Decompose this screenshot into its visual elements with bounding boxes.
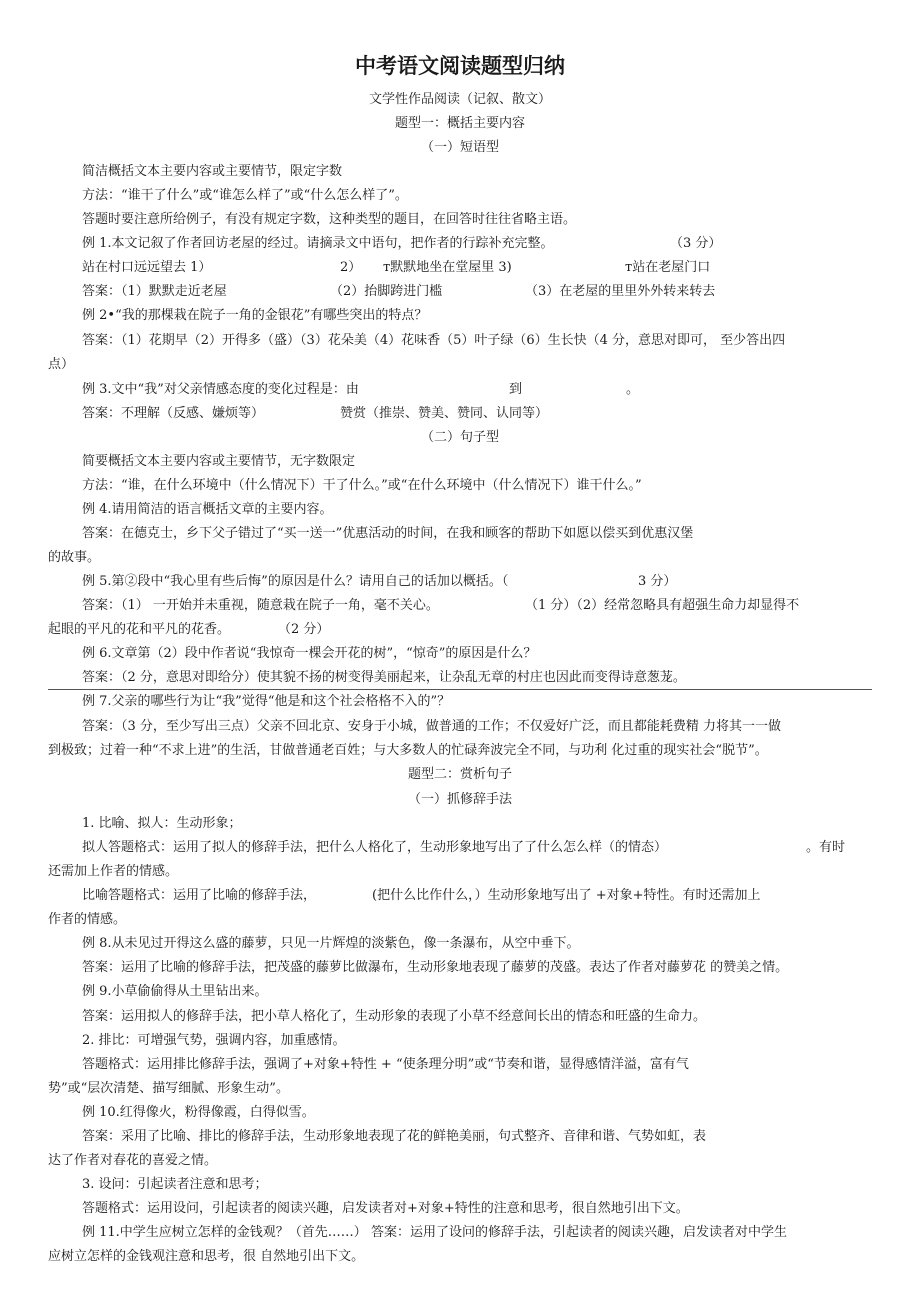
paragraph: 方法：“谁干了什么”或“谁怎么样了”或“什么怎么样了”。 [82,188,408,203]
answer: 到极致；过着一种“不求上进”的生活，甘做普通老百姓；与大多数人的忙碌奔波完全不同，与功利 化过重的现实社会“脱节”。 [48,743,768,758]
fill-blank: 2） [340,260,362,275]
example-question: 例 7.父亲的哪些行为让“我”觉得“他是和这个社会格格不入的”？ [82,694,451,709]
fill-blank: т默默地坐在堂屋里 3) [383,260,512,275]
answer: （2 分） [278,622,330,637]
answer: 答案：采用了比喻、排比的修辞手法，生动形象地表现了花的鲜艳美丽，句式整齐、音律和谐、气势如虹，表 [82,1129,707,1144]
paragraph: 答题格式：运用排比修辞手法，强调了+对象+特性 + “使条理分明”或“节奏和谐，显得感情洋溢，富有气 [82,1057,689,1072]
example-question: 例 5.第②段中“我心里有些后悔”的原因是什么？请用自己的话加以概括。（ [82,574,509,589]
answer: 起眼的平凡的花和平凡的花香。 [48,622,231,637]
example-question: 例 2•“我的那棵栽在院子一角的金银花”有哪些突出的特点？ [82,308,428,323]
answer: 答案：不理解（反感、嫌烦等） [82,406,265,421]
subsection-heading: （二）句子型 [420,430,499,445]
section-heading-type1: 题型一：概括主要内容 [394,116,525,131]
paragraph: 还需加上作者的情感。 [48,864,179,879]
example-question: 例 6.文章第（2）段中作者说“我惊奇一棵会开花的树”，“惊奇”的原因是什么？ [82,646,537,661]
paragraph: (把什么比作什么，）生动形象地写出了 +对象+特性。有时还需加上 [372,888,761,903]
paragraph: 方法：“谁，在什么环境中（什么情况下）干了什么。”或“在什么环境中（什么情况下）谁干什么。” [82,478,642,493]
score: 3 分） [638,574,677,589]
horizontal-divider [48,689,872,690]
answer: （2）抬脚跨进门槛 [330,284,443,299]
answer: 答案：（1）默默走近老屋 [82,284,227,299]
example-question: 例 4.请用简洁的语言概括文章的主要内容。 [82,502,333,517]
list-item: 2. 排比：可增强气势，强调内容，加重感情。 [82,1033,346,1048]
document-title: 中考语文阅读题型归纳 [355,54,565,78]
answer: 达了作者对春花的喜爱之情。 [48,1153,218,1168]
example-question: 例 1.本文记叙了作者回访老屋的经过。请摘录文中语句，把作者的行踪补充完整。 [82,236,554,251]
score: （3 分） [670,236,722,251]
subsection-heading: （一）抓修辞手法 [407,792,512,807]
example-question: 到 [509,382,523,397]
fill-blank: 站在村口远远望去 1） [82,260,212,275]
answer: 答案：在德克士，乡下父子错过了“买一送一”优惠活动的时间，在我和顾客的帮助下如愿以偿买到优惠汉堡 [82,526,694,541]
answer: 答案：（1）花期早（2）开得多（盛）（3）花朵美（4）花味香（5）叶子绿（6）生长快（4 分，意思对即可， 至少答出四 [82,333,786,348]
paragraph: 比喻答题格式：运用了比喻的修辞手法， [82,888,317,903]
example-question: 。 [626,382,640,397]
example-question: 例 10.红得像火，粉得像霞，白得似雪。 [82,1105,315,1120]
paragraph: 。有时 [806,840,846,855]
example-question: 例 9.小草偷偷得从土里钻出来。 [82,984,268,999]
paragraph: 势”或“层次清楚、描写细腻、形象生动”。 [48,1081,289,1096]
answer: （1 分）（2）经常忽略具有超强生命力却显得不 [525,598,800,613]
answer: 答案：（2 分，意思对即给分）使其貌不扬的树变得美丽起来，让杂乱无章的村庄也因此而变得诗意葱茏。 [82,670,686,685]
answer: 答案：（3 分，至少写出三点）父亲不回北京、安身于小城，做普通的工作；不仅爱好广泛，而且都能耗费精 力将其一一做 [82,719,782,734]
example-question: 例 8.从未见过开得这么盛的藤萝，只见一片辉煌的淡紫色，像一条瀑布，从空中垂下。 [82,936,580,951]
paragraph: 简洁概括文本主要内容或主要情节，限定字数 [82,164,343,179]
answer: 点） [48,357,75,372]
answer: 答案：运用了比喻的修辞手法，把茂盛的藤萝比做瀑布，生动形象地表现了藤萝的茂盛。表达了作者对藤萝花 的赞美之情。 [82,960,789,975]
paragraph: 答题格式：运用设问，引起读者的阅读兴趣，启发读者对+对象+特性的注意和思考，很自然地引出下文。 [82,1201,689,1216]
example-question: 例 3.文中“我”对父亲情感态度的变化过程是：由 [82,382,359,397]
paragraph: 答题时要注意所给例子，有没有规定字数，这种类型的题目，在回答时往往省略主语。 [82,212,577,227]
list-item: 3. 设问：引起读者注意和思考； [82,1177,268,1192]
paragraph: 拟人答题格式：运用了拟人的修辞手法，把什么人格化了，生动形象地写出了了什么怎么样（的情态） [82,840,668,855]
answer: 答案：运用拟人的修辞手法，把小草人格化了，生动形象的表现了小草不经意间长出的情态和旺盛的生命力。 [82,1009,707,1024]
example-question: 例 11.中学生应树立怎样的金钱观？（首先……） 答案：运用了设问的修辞手法，引起读者的阅读兴趣，启发读者对中学生 [82,1225,787,1240]
answer: 赞赏（推崇、赞美、赞同、认同等） [340,406,549,421]
section-heading-type2: 题型二：赏析句子 [407,767,512,782]
list-item: 1. 比喻、拟人：生动形象； [82,816,242,831]
subtitle: 文学性作品阅读（记叙、散文） [368,92,551,107]
paragraph: 作者的情感。 [48,912,127,927]
paragraph: 简要概括文本主要内容或主要情节，无字数限定 [82,454,356,469]
answer: 的故事。 [48,550,101,565]
answer: 答案：（1） 一开始并未重视，随意栽在院子一角，毫不关心。 [82,598,439,613]
answer: 应树立怎样的金钱观注意和思考，很 自然地引出下文。 [48,1249,365,1264]
fill-blank: т站在老屋门口 [625,260,711,275]
subsection-heading: （一）短语型 [420,140,499,155]
answer: （3）在老屋的里里外外转来转去 [525,284,716,299]
